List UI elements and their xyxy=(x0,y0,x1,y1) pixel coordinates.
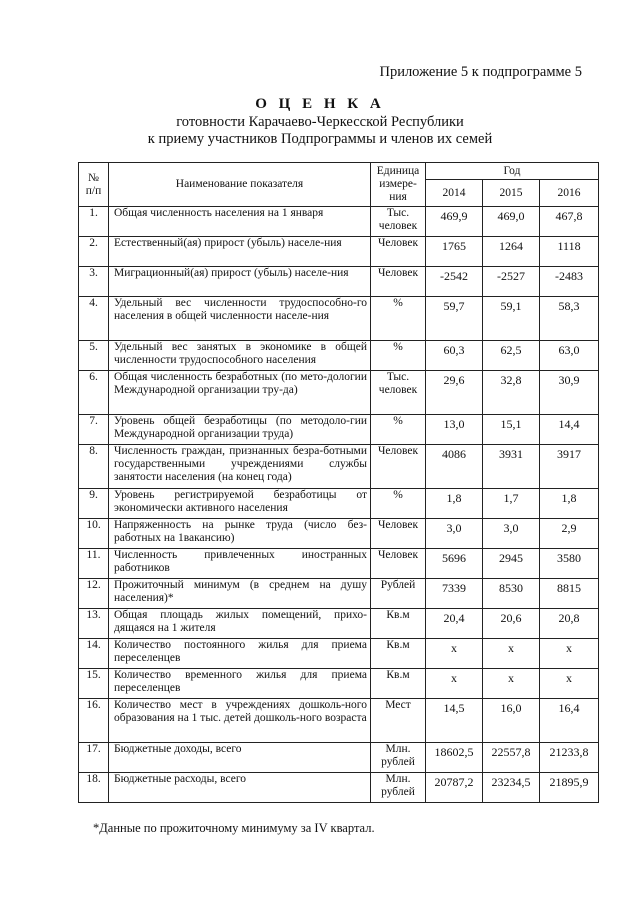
table-row xyxy=(79,579,599,609)
value-2014: 20,4 xyxy=(426,609,483,639)
indicator-name: Общая численность населения на 1 января xyxy=(109,207,371,237)
value-2015: 469,0 xyxy=(483,207,540,237)
indicators-table xyxy=(78,162,599,803)
row-number: 18. xyxy=(79,773,109,803)
appendix-label: Приложение 5 к подпрограмме 5 xyxy=(379,64,582,80)
table-row xyxy=(79,445,599,489)
unit-cell: % xyxy=(371,489,426,519)
unit-cell: Тыс. человек xyxy=(371,207,426,237)
value-2015: 59,1 xyxy=(483,297,540,341)
value-2014: x xyxy=(426,669,483,699)
row-number: 7. xyxy=(79,415,109,445)
value-2014: 469,9 xyxy=(426,207,483,237)
value-2015: x xyxy=(483,669,540,699)
row-number: 16. xyxy=(79,699,109,743)
value-2014: 59,7 xyxy=(426,297,483,341)
unit-cell: Кв.м xyxy=(371,639,426,669)
value-2014: 7339 xyxy=(426,579,483,609)
value-2015: 2945 xyxy=(483,549,540,579)
indicator-name: Удельный вес занятых в экономике в общей численности трудоспособного населения xyxy=(109,341,371,371)
value-2016: 21895,9 xyxy=(540,773,599,803)
table-row xyxy=(79,639,599,669)
value-2015: 22557,8 xyxy=(483,743,540,773)
table-row xyxy=(79,267,599,297)
value-2015: 1264 xyxy=(483,237,540,267)
unit-cell: Человек xyxy=(371,445,426,489)
unit-cell: Человек xyxy=(371,237,426,267)
unit-cell: Млн. рублей xyxy=(371,773,426,803)
table-row xyxy=(79,609,599,639)
indicator-name: Уровень общей безработицы (по методоло-гии Международной организации труда) xyxy=(109,415,371,445)
unit-cell: Рублей xyxy=(371,579,426,609)
table-row xyxy=(79,297,599,341)
value-2014: 18602,5 xyxy=(426,743,483,773)
row-number: 4. xyxy=(79,297,109,341)
value-2016: 1118 xyxy=(540,237,599,267)
unit-cell: Человек xyxy=(371,549,426,579)
value-2016: 2,9 xyxy=(540,519,599,549)
table-row xyxy=(79,237,599,267)
unit-cell: % xyxy=(371,297,426,341)
indicator-name: Напряженность на рынке труда (число без-работных на 1вакансию) xyxy=(109,519,371,549)
value-2014: 29,6 xyxy=(426,371,483,415)
value-2015: -2527 xyxy=(483,267,540,297)
value-2016: 3917 xyxy=(540,445,599,489)
row-number: 15. xyxy=(79,669,109,699)
value-2015: 32,8 xyxy=(483,371,540,415)
indicator-name: Бюджетные доходы, всего xyxy=(109,743,371,773)
unit-cell: % xyxy=(371,341,426,371)
indicator-name: Количество мест в учреждениях дошколь-ного образования на 1 тыс. детей дошколь-ного возраста xyxy=(109,699,371,743)
value-2014: 60,3 xyxy=(426,341,483,371)
row-number: 6. xyxy=(79,371,109,415)
document-subtitle-line2: к приему участников Подпрограммы и членов их семей xyxy=(147,131,493,147)
row-number: 10. xyxy=(79,519,109,549)
value-2016: 58,3 xyxy=(540,297,599,341)
unit-cell: Человек xyxy=(371,519,426,549)
indicator-name: Миграционный(ая) прирост (убыль) населе-ния xyxy=(109,267,371,297)
row-number: 12. xyxy=(79,579,109,609)
table-row xyxy=(79,371,599,415)
table-row xyxy=(79,489,599,519)
value-2016: x xyxy=(540,669,599,699)
header-unit: Единица измере-ния xyxy=(371,163,426,207)
footnote: *Данные по прожиточному минимуму за IV квартал. xyxy=(93,821,375,835)
value-2015: 23234,5 xyxy=(483,773,540,803)
value-2016: 14,4 xyxy=(540,415,599,445)
indicator-name: Общая площадь жилых помещений, прихо-дящаяся на 1 жителя xyxy=(109,609,371,639)
indicator-name: Численность привлеченных иностранных работников xyxy=(109,549,371,579)
value-2016: 16,4 xyxy=(540,699,599,743)
value-2014: 13,0 xyxy=(426,415,483,445)
value-2015: 62,5 xyxy=(483,341,540,371)
row-number: 2. xyxy=(79,237,109,267)
value-2016: 467,8 xyxy=(540,207,599,237)
header-name: Наименование показателя xyxy=(109,163,371,207)
value-2014: 5696 xyxy=(426,549,483,579)
value-2014: -2542 xyxy=(426,267,483,297)
value-2016: 63,0 xyxy=(540,341,599,371)
value-2015: 1,7 xyxy=(483,489,540,519)
value-2015: 15,1 xyxy=(483,415,540,445)
value-2014: 3,0 xyxy=(426,519,483,549)
value-2015: x xyxy=(483,639,540,669)
value-2014: 1765 xyxy=(426,237,483,267)
value-2015: 3,0 xyxy=(483,519,540,549)
value-2015: 20,6 xyxy=(483,609,540,639)
value-2014: 4086 xyxy=(426,445,483,489)
table-row xyxy=(79,549,599,579)
value-2014: x xyxy=(426,639,483,669)
document-title: О Ц Е Н К А xyxy=(255,96,385,112)
row-number: 14. xyxy=(79,639,109,669)
header-year: Год xyxy=(426,163,599,180)
value-2016: 30,9 xyxy=(540,371,599,415)
indicator-name: Удельный вес численности трудоспособно-го населения в общей численности населе-ния xyxy=(109,297,371,341)
row-number: 8. xyxy=(79,445,109,489)
unit-cell: Кв.м xyxy=(371,669,426,699)
header-year-2015: 2015 xyxy=(483,180,540,207)
value-2016: 20,8 xyxy=(540,609,599,639)
row-number: 17. xyxy=(79,743,109,773)
document-subtitle-line1: готовности Карачаево-Черкесской Республики xyxy=(176,114,464,130)
unit-cell: Кв.м xyxy=(371,609,426,639)
unit-cell: Человек xyxy=(371,267,426,297)
unit-cell: Мест xyxy=(371,699,426,743)
value-2016: 8815 xyxy=(540,579,599,609)
value-2014: 1,8 xyxy=(426,489,483,519)
row-number: 11. xyxy=(79,549,109,579)
unit-cell: % xyxy=(371,415,426,445)
table-row xyxy=(79,743,599,773)
value-2016: -2483 xyxy=(540,267,599,297)
value-2015: 8530 xyxy=(483,579,540,609)
value-2014: 20787,2 xyxy=(426,773,483,803)
header-num: № п/п xyxy=(79,163,109,207)
table-row xyxy=(79,519,599,549)
table-row xyxy=(79,669,599,699)
value-2016: 1,8 xyxy=(540,489,599,519)
unit-cell: Тыс. человек xyxy=(371,371,426,415)
row-number: 9. xyxy=(79,489,109,519)
indicator-name: Бюджетные расходы, всего xyxy=(109,773,371,803)
header-year-2016: 2016 xyxy=(540,180,599,207)
table-row xyxy=(79,699,599,743)
table-row xyxy=(79,341,599,371)
indicator-name: Естественный(ая) прирост (убыль) населе-ния xyxy=(109,237,371,267)
value-2015: 16,0 xyxy=(483,699,540,743)
table-row xyxy=(79,773,599,803)
indicator-name: Количество постоянного жилья для приема переселенцев xyxy=(109,639,371,669)
row-number: 3. xyxy=(79,267,109,297)
indicator-name: Количество временного жилья для приема переселенцев xyxy=(109,669,371,699)
unit-cell: Млн. рублей xyxy=(371,743,426,773)
indicator-name: Общая численность безработных (по мето-дологии Международной организации тру-да) xyxy=(109,371,371,415)
table-row xyxy=(79,207,599,237)
header-year-2014: 2014 xyxy=(426,180,483,207)
value-2015: 3931 xyxy=(483,445,540,489)
indicator-name: Численность граждан, признанных безра-ботными государственными учреждениями службы занятости населения (на конец года) xyxy=(109,445,371,489)
row-number: 5. xyxy=(79,341,109,371)
value-2016: x xyxy=(540,639,599,669)
row-number: 1. xyxy=(79,207,109,237)
indicator-name: Прожиточный минимум (в среднем на душу населения)* xyxy=(109,579,371,609)
value-2014: 14,5 xyxy=(426,699,483,743)
indicator-name: Уровень регистрируемой безработицы от экономически активного населения xyxy=(109,489,371,519)
table-row xyxy=(79,415,599,445)
value-2016: 3580 xyxy=(540,549,599,579)
row-number: 13. xyxy=(79,609,109,639)
value-2016: 21233,8 xyxy=(540,743,599,773)
